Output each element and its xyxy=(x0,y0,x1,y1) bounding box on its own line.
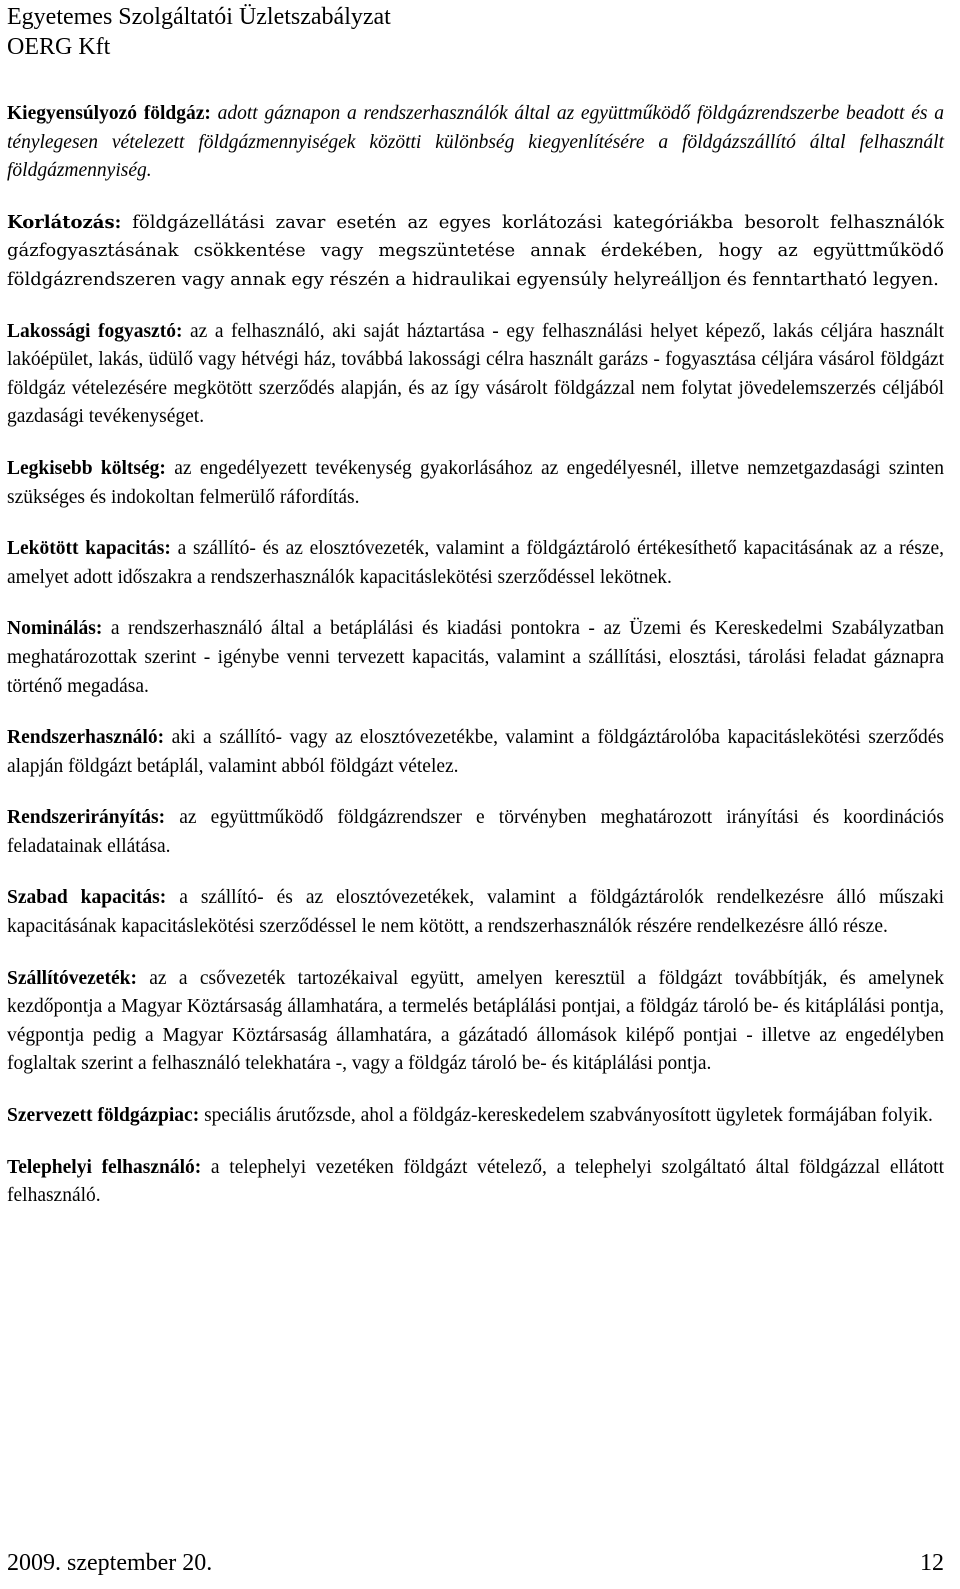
definition-text: az a csővezeték tartozékaival együtt, amelyen keresztül a földgázt továbbítják, és amelynek kezdőpontja a Magyar Köztársaság államhatára, a termelés betáplálási pontjai, a földgáz tároló be- és kitáplálási pontja, végpontja pedig a Magyar Köztársaság államhatára, a gázátadó állomások kilépő pontjai - illetve az engedélyben foglaltak szerint a felhasználó telekhatára -, vagy a földgáz tároló be- és kitáplálási pontja. xyxy=(7,967,944,1075)
definition-telephelyi-felhasznalo xyxy=(7,1154,944,1211)
definition-term: Nominálás: xyxy=(7,618,103,640)
document-header xyxy=(7,2,391,62)
header-title: Egyetemes Szolgáltatói Üzletszabályzat xyxy=(7,4,391,30)
definitions-list xyxy=(7,100,944,1234)
definition-lekotott-kapacitas xyxy=(7,535,944,592)
footer-date: 2009. szeptember 20. xyxy=(7,1550,213,1576)
definition-text: földgázellátási zavar esetén az egyes korlátozási kategóriákba besorolt felhasználók gázfogyasztásának csökkentése vagy megszüntetése annak érdekében, hogy az együttműködő földgázrendszeren vagy annak egy részén a hidraulikai egyensúly helyreálljon és fenntartható legyen. xyxy=(7,211,944,290)
definition-text: az engedélyezett tevékenység gyakorlásához az engedélyesnél, illetve nemzetgazdasági szinten szükséges és indokoltan felmerülő ráfordítás. xyxy=(7,457,944,508)
definition-szabad-kapacitas xyxy=(7,884,944,941)
definition-text: az a felhasználó, aki saját háztartása - egy felhasználási helyet képező, lakás céljára használt lakóépület, lakás, üdülő vagy hétvégi ház, továbbá lakossági célra használt garázs - fogyasztása céljára vásárol földgázt földgáz vételezésére megkötött szerződés alapján, és az így vásárolt földgázzal nem folytat jövedelemszerzés céljából gazdasági tevékenységet. xyxy=(7,320,944,428)
definition-term: Lakossági fogyasztó: xyxy=(7,320,183,342)
definition-text: a szállító- és az elosztóvezetékek, valamint a földgáztárolók rendelkezésre álló műszaki kapacitásának kapacitáslekötési szerződéssel le nem kötött, a rendszerhasználók részére rendelkezésre álló része. xyxy=(7,887,944,938)
definition-term: Rendszerirányítás: xyxy=(7,807,166,829)
definition-term: Rendszerhasználó: xyxy=(7,727,165,749)
page-number: 12 xyxy=(920,1550,944,1576)
definition-rendszeriranyitas xyxy=(7,804,944,861)
definition-text: aki a szállító- vagy az elosztóvezetékbe, valamint a földgáztárolóba kapacitáslekötési szerződés alapján földgázt betáplál, valamint abból földgázt vételez. xyxy=(7,727,944,777)
definition-term: Legkisebb költség: xyxy=(7,457,166,479)
definition-term: Telephelyi felhasználó: xyxy=(7,1156,202,1178)
definition-szervezett-foldgazpiac xyxy=(7,1102,944,1131)
definition-text: az együttműködő földgázrendszer e törvényben meghatározott irányítási és koordinációs feladatainak ellátása. xyxy=(7,807,944,857)
header-company: OERG Kft xyxy=(7,34,111,60)
definition-text: a szállító- és az elosztóvezeték, valamint a földgáztároló értékesíthető kapacitásának az a része, amelyet adott időszakra a rendszerhasználók kapacitáslekötési szerződéssel lekötnek. xyxy=(7,538,944,588)
definition-term: Korlátozás: xyxy=(7,211,122,233)
definition-lakossagi-fogyaszto xyxy=(7,318,944,432)
definition-text: speciális árutőzsde, ahol a földgáz-kereskedelem szabványosított ügyletek formájában folyik. xyxy=(199,1105,933,1127)
definition-term: Kiegyensúlyozó földgáz: xyxy=(7,103,211,124)
definition-term: Szabad kapacitás: xyxy=(7,887,167,909)
definition-korlatozas xyxy=(7,209,944,295)
definition-text: adott gáznapon a rendszerhasználók által az együttműködő földgázrendszerbe beadott és a ténylegesen vételezett földgázmennyiségek közötti különbség kiegyenlítésére a földgázszállító által felhasznált földgázmennyiség. xyxy=(7,103,944,182)
document-footer xyxy=(7,1548,944,1578)
definition-legkisebb-koltseg xyxy=(7,455,944,512)
definition-term: Lekötött kapacitás: xyxy=(7,538,171,560)
definition-kiegyensulyozo-foldgaz xyxy=(7,100,944,186)
definition-term: Szervezett földgázpiac: xyxy=(7,1105,200,1127)
definition-text: a rendszerhasználó által a betáplálási és kiadási pontokra - az Üzemi és Kereskedelmi Szabályzatban meghatározottak szerint - igénybe venni tervezett kapacitás, valamint a szállítási, elosztási, tárolási feladat gáznapra történő megadása. xyxy=(7,618,944,697)
definition-szallitovezetek xyxy=(7,965,944,1079)
definition-nominalas xyxy=(7,615,944,701)
definition-rendszerhasznalo xyxy=(7,724,944,781)
definition-term: Szállítóvezeték: xyxy=(7,967,137,989)
definition-text: a telephelyi vezetéken földgázt vételező, a telephelyi szolgáltató által földgázzal ellátott felhasználó. xyxy=(7,1156,944,1207)
